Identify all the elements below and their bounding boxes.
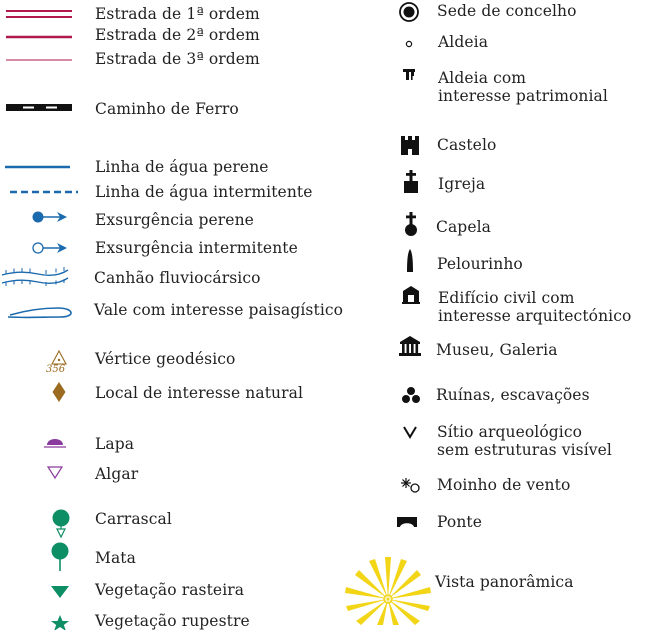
geodesic-elevation: 356 [46,364,66,375]
village-icon [404,39,414,49]
geodesic-vertex-label: Vértice geodésico [95,350,236,368]
perennial-spring-icon [30,209,70,225]
oak-woodland-icon [50,509,72,539]
sinkhole-icon [46,465,64,479]
museum-label: Museu, Galeria [436,341,558,359]
shelter-label: Lapa [95,435,135,453]
perennial-spring-label: Exsurgência perene [95,211,254,229]
municipal-seat-icon [398,1,420,23]
road-first-order-label: Estrada de 1ª ordem [95,5,260,23]
forest-label: Mata [95,549,136,567]
heritage-village-label-line1: Aldeia com [438,69,527,87]
bridge-icon [396,515,418,529]
archaeological-label-line1: Sítio arqueológico [437,423,583,441]
intermittent-stream-label: Linha de água intermitente [95,183,313,201]
forest-icon [49,542,71,572]
road-third-order-icon [4,57,74,63]
natural-interest-icon [51,381,67,403]
road-third-order-label: Estrada de 3ª ordem [95,50,260,68]
rock-vegetation-label: Vegetação rupestre [95,612,250,630]
intermittent-spring-label: Exsurgência intermitente [95,239,298,257]
low-vegetation-label: Vegetação rasteira [95,581,245,599]
bridge-label: Ponte [437,513,483,531]
chapel-label: Capela [436,218,491,236]
archaeological-site-icon [402,425,418,439]
civil-building-icon [400,285,422,305]
windmill-icon [400,477,422,495]
castle-icon [399,133,421,157]
road-second-order-icon [4,33,74,41]
village-label: Aldeia [438,33,489,51]
road-first-order-icon [4,8,74,22]
civil-building-label-line2: interesse arquitectónico [438,307,632,325]
railway-icon [4,102,74,114]
valley-icon [2,299,76,321]
intermittent-stream-icon [4,188,80,196]
chapel-icon [402,211,420,239]
heritage-village-icon [401,67,419,83]
heritage-village-label-line2: interesse patrimonial [438,87,608,105]
perennial-stream-icon [4,163,74,171]
sinkhole-label: Algar [95,465,139,483]
pillory-label: Pelourinho [437,255,523,273]
ruins-label: Ruínas, escavações [436,386,590,404]
road-second-order-label: Estrada de 2ª ordem [95,26,260,44]
rock-vegetation-icon [49,614,71,630]
archaeological-label-line2: sem estruturas visível [437,441,612,459]
viewpoint-label: Vista panorâmica [435,573,574,591]
viewpoint-sunburst-icon [343,555,433,624]
castle-label: Castelo [437,136,497,154]
church-label: Igreja [438,175,486,193]
shelter-icon [43,436,67,450]
intermittent-spring-icon [30,240,70,256]
civil-building-label-line1: Edifício civil com [438,289,575,307]
natural-interest-label: Local de interesse natural [95,384,304,402]
ruins-icon [400,385,422,405]
low-vegetation-icon [49,584,71,600]
oak-woodland-label: Carrascal [95,510,172,528]
church-icon [401,169,421,195]
municipal-seat-label: Sede de concelho [437,2,577,20]
pillory-icon [403,248,417,274]
perennial-stream-label: Linha de água perene [95,158,269,176]
canyon-icon [0,266,72,288]
railway-label: Caminho de Ferro [95,100,239,118]
valley-label: Vale com interesse paisagístico [94,301,344,319]
museum-icon [398,335,422,357]
canyon-label: Canhão fluviocársico [94,269,261,287]
windmill-label: Moinho de vento [437,476,571,494]
